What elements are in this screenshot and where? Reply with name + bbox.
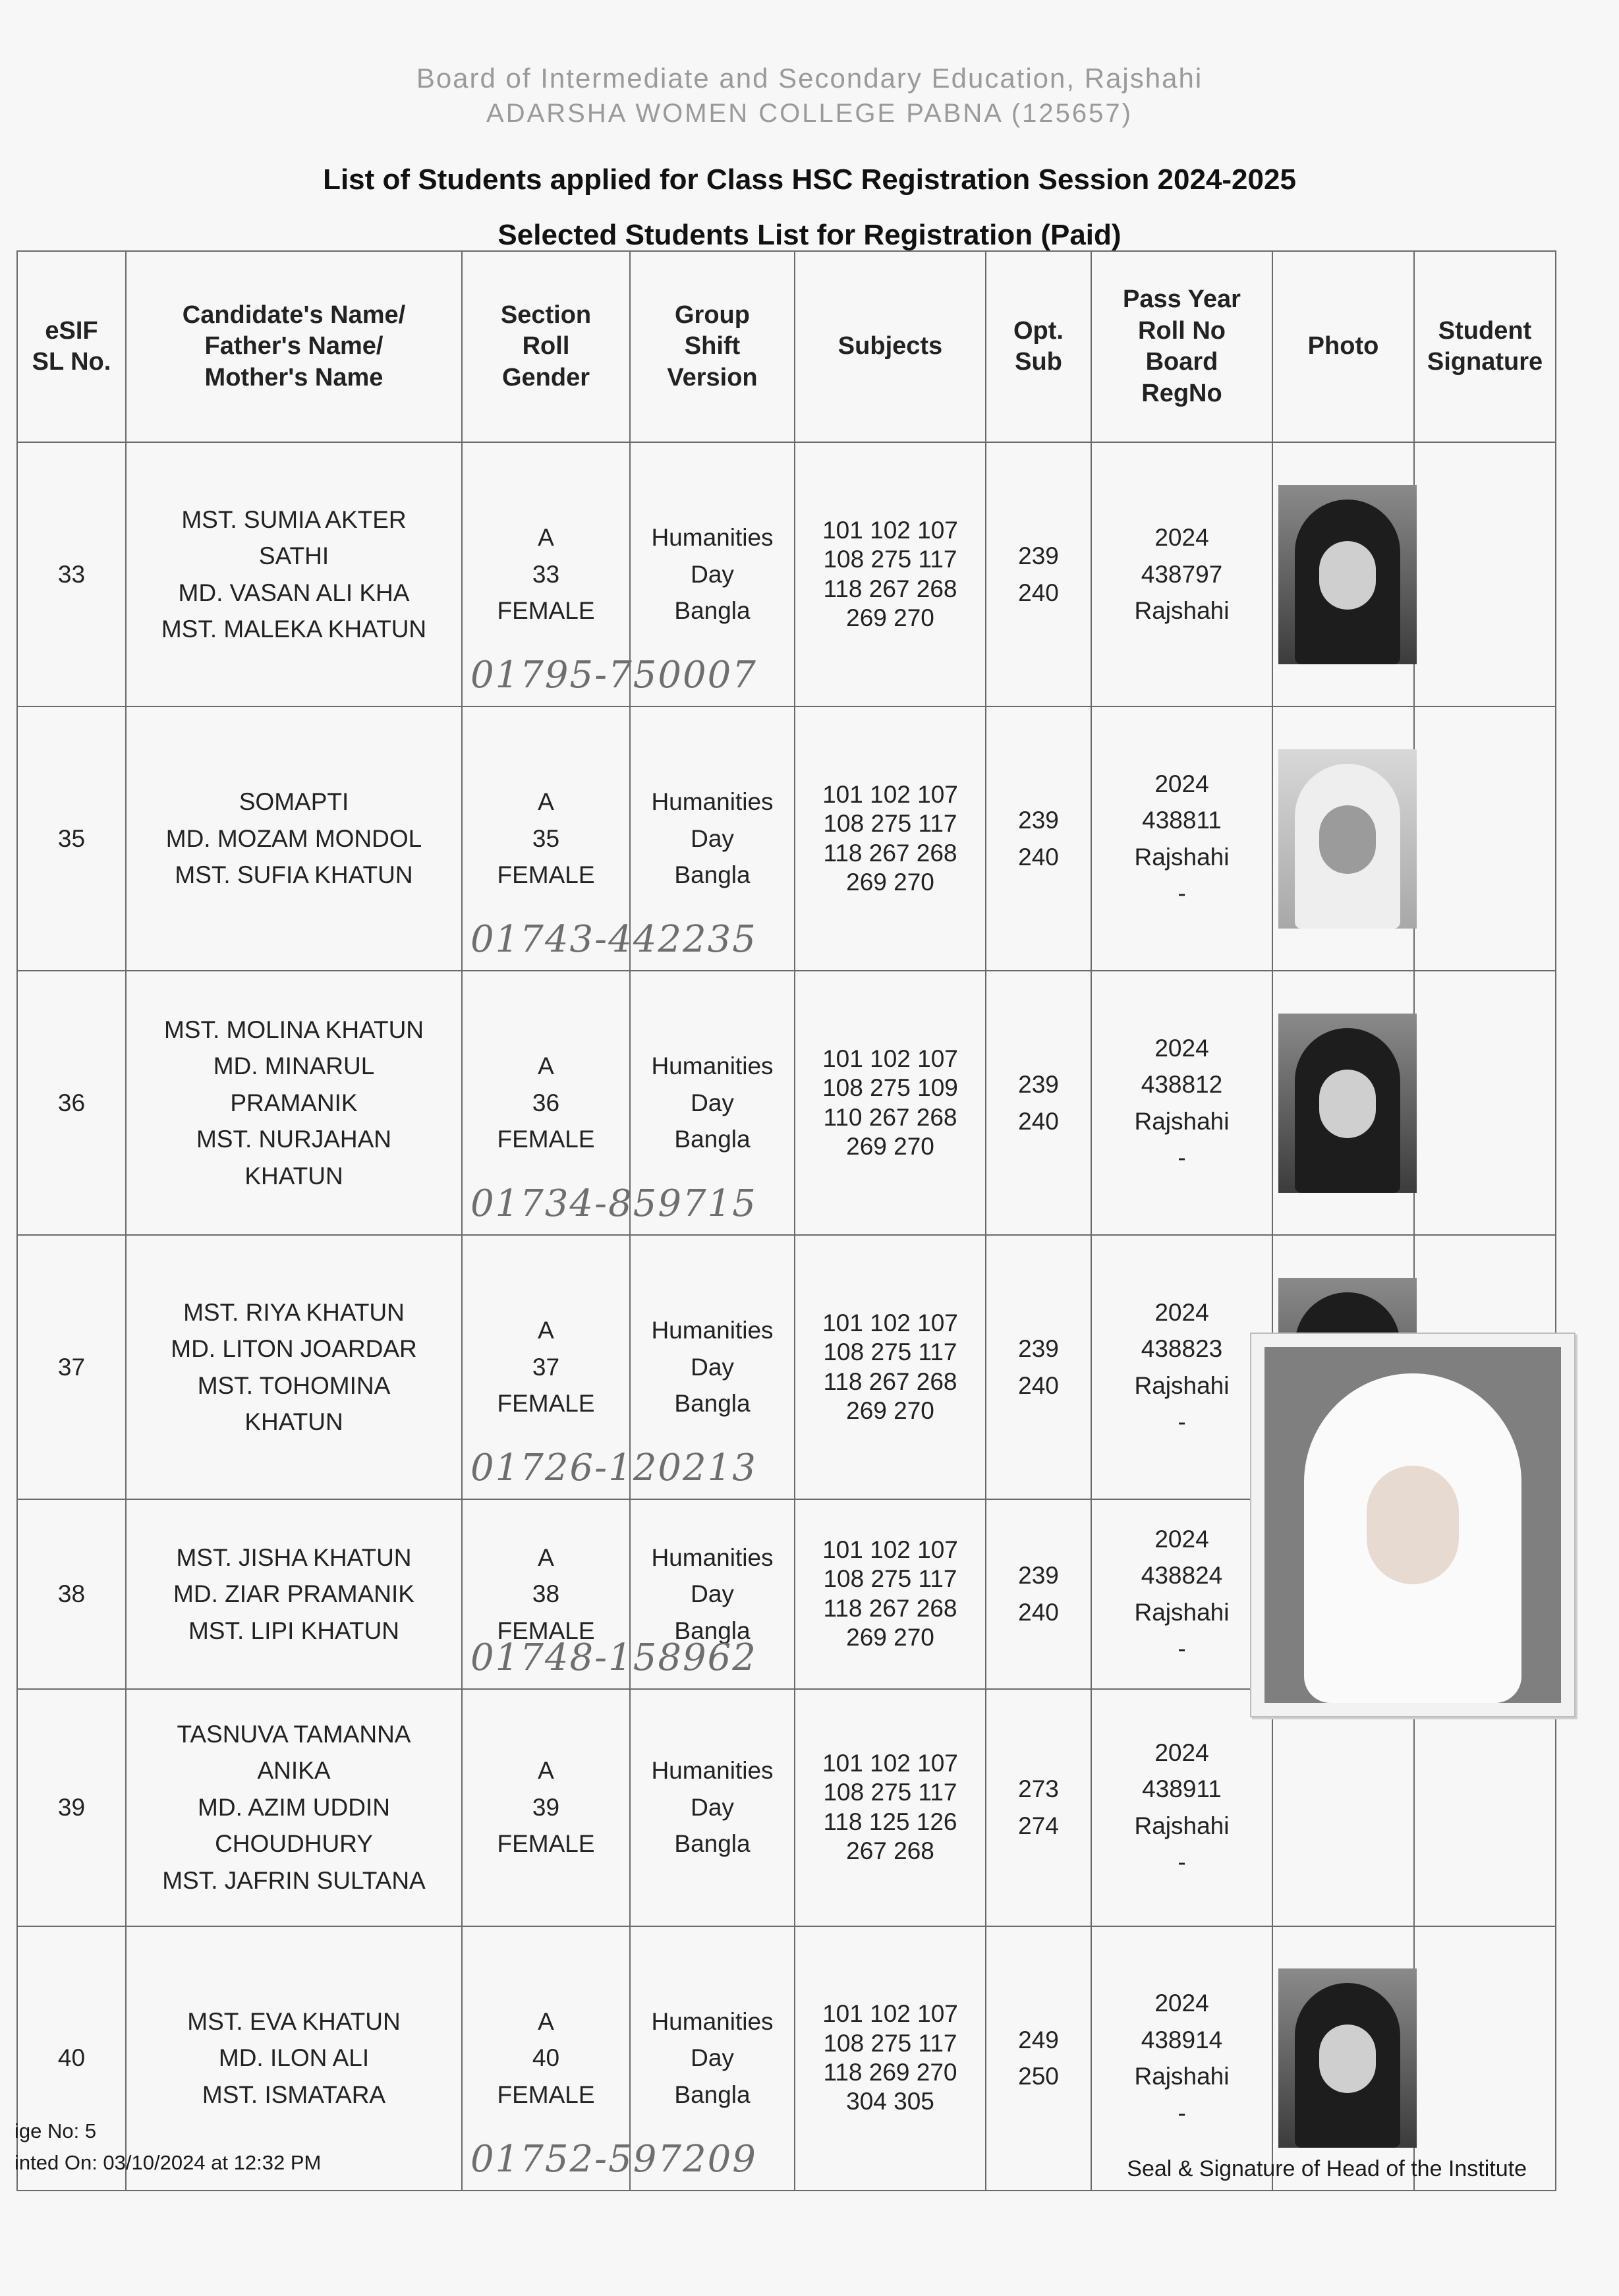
subjects: 101 102 107 108 275 117 118 267 268 269 270 xyxy=(795,442,986,706)
table-row xyxy=(17,442,1556,706)
col-header-section: Section Roll Gender xyxy=(462,251,630,442)
photo-cell xyxy=(1272,1689,1414,1926)
handwritten-phone: 01752-597209 xyxy=(470,2137,757,2181)
table-row xyxy=(17,1689,1556,1926)
page-number: ige No: 5 xyxy=(14,2119,97,2142)
group-shift-version: Humanities Day Bangla xyxy=(630,706,795,971)
student-signature-cell xyxy=(1414,442,1556,706)
group-shift-version: Humanities Day Bangla xyxy=(630,442,795,706)
student-signature-cell xyxy=(1414,1926,1556,2191)
seal-signature-label: Seal & Signature of Head of the Institute xyxy=(1127,2156,1527,2181)
col-header-opt: Opt. Sub xyxy=(986,251,1091,442)
optional-subjects: 239 240 xyxy=(986,442,1091,706)
candidate-names: MST. JISHA KHATUN MD. ZIAR PRAMANIK MST. LIPI KHATUN xyxy=(126,1499,462,1689)
table-row xyxy=(17,971,1556,1235)
pass-year-roll-board: 2024 438797 Rajshahi xyxy=(1091,442,1272,706)
handwritten-phone: 01748-158962 xyxy=(470,1636,757,1679)
group-shift-version: Humanities Day Bangla xyxy=(630,1499,795,1689)
subjects: 101 102 107 108 275 117 118 267 268 269 270 xyxy=(795,1235,986,1499)
col-header-subjects: Subjects xyxy=(795,251,986,442)
optional-subjects: 239 240 xyxy=(986,706,1091,971)
attached-student-photo xyxy=(1250,1333,1576,1717)
section-roll-gender: A 35 FEMALE xyxy=(497,788,595,889)
list-title: List of Students applied for Class HSC Registration Session 2024-2025 xyxy=(323,163,1296,196)
group-shift-version: Humanities Day Bangla xyxy=(630,971,795,1235)
group-shift-version: Humanities Day Bangla xyxy=(630,1235,795,1499)
candidate-names: MST. EVA KHATUN MD. ILON ALI MST. ISMATARA xyxy=(126,1926,462,2191)
list-subtitle: Selected Students List for Registration (Paid) xyxy=(497,219,1122,251)
col-header-signature: Student Signature xyxy=(1414,251,1556,442)
optional-subjects: 249 250 xyxy=(986,1926,1091,2191)
pass-year-roll-board: 2024 438823 Rajshahi - xyxy=(1091,1235,1272,1499)
student-photo xyxy=(1278,749,1417,929)
candidate-names: TASNUVA TAMANNA ANIKA MD. AZIM UDDIN CHOUDHURY MST. JAFRIN SULTANA xyxy=(126,1689,462,1926)
print-info xyxy=(14,2115,321,2179)
subjects: 101 102 107 108 275 109 110 267 268 269 270 xyxy=(795,971,986,1235)
sl-number: 36 xyxy=(17,971,126,1235)
student-photo xyxy=(1278,485,1417,664)
candidate-names: MST. RIYA KHATUN MD. LITON JOARDAR MST. TOHOMINA KHATUN xyxy=(126,1235,462,1499)
photo-cell xyxy=(1272,442,1414,706)
optional-subjects: 239 240 xyxy=(986,971,1091,1235)
subjects: 101 102 107 108 275 117 118 269 270 304 305 xyxy=(795,1926,986,2191)
group-shift-version: Humanities Day Bangla xyxy=(630,1926,795,2191)
candidate-names: SOMAPTI MD. MOZAM MONDOL MST. SUFIA KHATUN xyxy=(126,706,462,971)
pass-year-roll-board: 2024 438914 Rajshahi - xyxy=(1091,1926,1272,2191)
photo-cell xyxy=(1272,971,1414,1235)
group-shift-version: Humanities Day Bangla xyxy=(630,1689,795,1926)
student-photo xyxy=(1278,1968,1417,2148)
sl-number: 37 xyxy=(17,1235,126,1499)
optional-subjects: 273 274 xyxy=(986,1689,1091,1926)
subjects: 101 102 107 108 275 117 118 267 268 269 270 xyxy=(795,1499,986,1689)
sl-number: 33 xyxy=(17,442,126,706)
col-header-names: Candidate's Name/ Father's Name/ Mother's Name xyxy=(126,251,462,442)
candidate-names: MST. MOLINA KHATUN MD. MINARUL PRAMANIK MST. NURJAHAN KHATUN xyxy=(126,971,462,1235)
photo-cell xyxy=(1272,706,1414,971)
pass-year-roll-board: 2024 438811 Rajshahi - xyxy=(1091,706,1272,971)
table-row xyxy=(17,706,1556,971)
pass-year-roll-board: 2024 438824 Rajshahi - xyxy=(1091,1499,1272,1689)
student-signature-cell xyxy=(1414,706,1556,971)
optional-subjects: 239 240 xyxy=(986,1235,1091,1499)
printed-on: inted On: 03/10/2024 at 12:32 PM xyxy=(14,2151,322,2175)
board-name: Board of Intermediate and Secondary Education, Rajshahi xyxy=(416,63,1203,94)
subjects: 101 102 107 108 275 117 118 267 268 269 270 xyxy=(795,706,986,971)
handwritten-phone: 01726-120213 xyxy=(470,1447,757,1489)
college-name: ADARSHA WOMEN COLLEGE PABNA (125657) xyxy=(486,99,1133,128)
candidate-names: MST. SUMIA AKTER SATHI MD. VASAN ALI KHA MST. MALEKA KHATUN xyxy=(126,442,462,706)
handwritten-phone: 01734-859715 xyxy=(470,1182,757,1225)
pass-year-roll-board: 2024 438911 Rajshahi - xyxy=(1091,1689,1272,1926)
subjects: 101 102 107 108 275 117 118 125 126 267 268 xyxy=(795,1689,986,1926)
sl-number: 39 xyxy=(17,1689,126,1926)
students-table xyxy=(16,250,1556,2191)
col-header-pass: Pass Year Roll No Board RegNo xyxy=(1091,251,1272,442)
section-roll-gender: A 36 FEMALE xyxy=(497,1052,595,1153)
student-photo xyxy=(1278,1014,1417,1193)
col-header-photo: Photo xyxy=(1272,251,1414,442)
student-signature-cell xyxy=(1414,1689,1556,1926)
section-roll-gender: A 38 FEMALE xyxy=(497,1543,595,1644)
sl-number: 40 xyxy=(17,1926,126,2191)
photo-cell xyxy=(1272,1926,1414,2191)
sl-number: 38 xyxy=(17,1499,126,1689)
col-header-sl: eSIF SL No. xyxy=(17,251,126,442)
sl-number: 35 xyxy=(17,706,126,971)
section-roll-gender: A 33 FEMALE xyxy=(497,524,595,625)
handwritten-phone: 01743-442235 xyxy=(470,918,757,961)
header-row xyxy=(17,251,1556,442)
section-roll-gender: A 39 FEMALE xyxy=(497,1757,595,1858)
optional-subjects: 239 240 xyxy=(986,1499,1091,1689)
handwritten-phone: 01795-750007 xyxy=(470,654,757,697)
student-signature-cell xyxy=(1414,971,1556,1235)
section-cell xyxy=(462,1689,630,1926)
section-roll-gender: A 37 FEMALE xyxy=(497,1317,595,1418)
col-header-group: Group Shift Version xyxy=(630,251,795,442)
pass-year-roll-board: 2024 438812 Rajshahi - xyxy=(1091,971,1272,1235)
section-roll-gender: A 40 FEMALE xyxy=(497,2007,595,2108)
